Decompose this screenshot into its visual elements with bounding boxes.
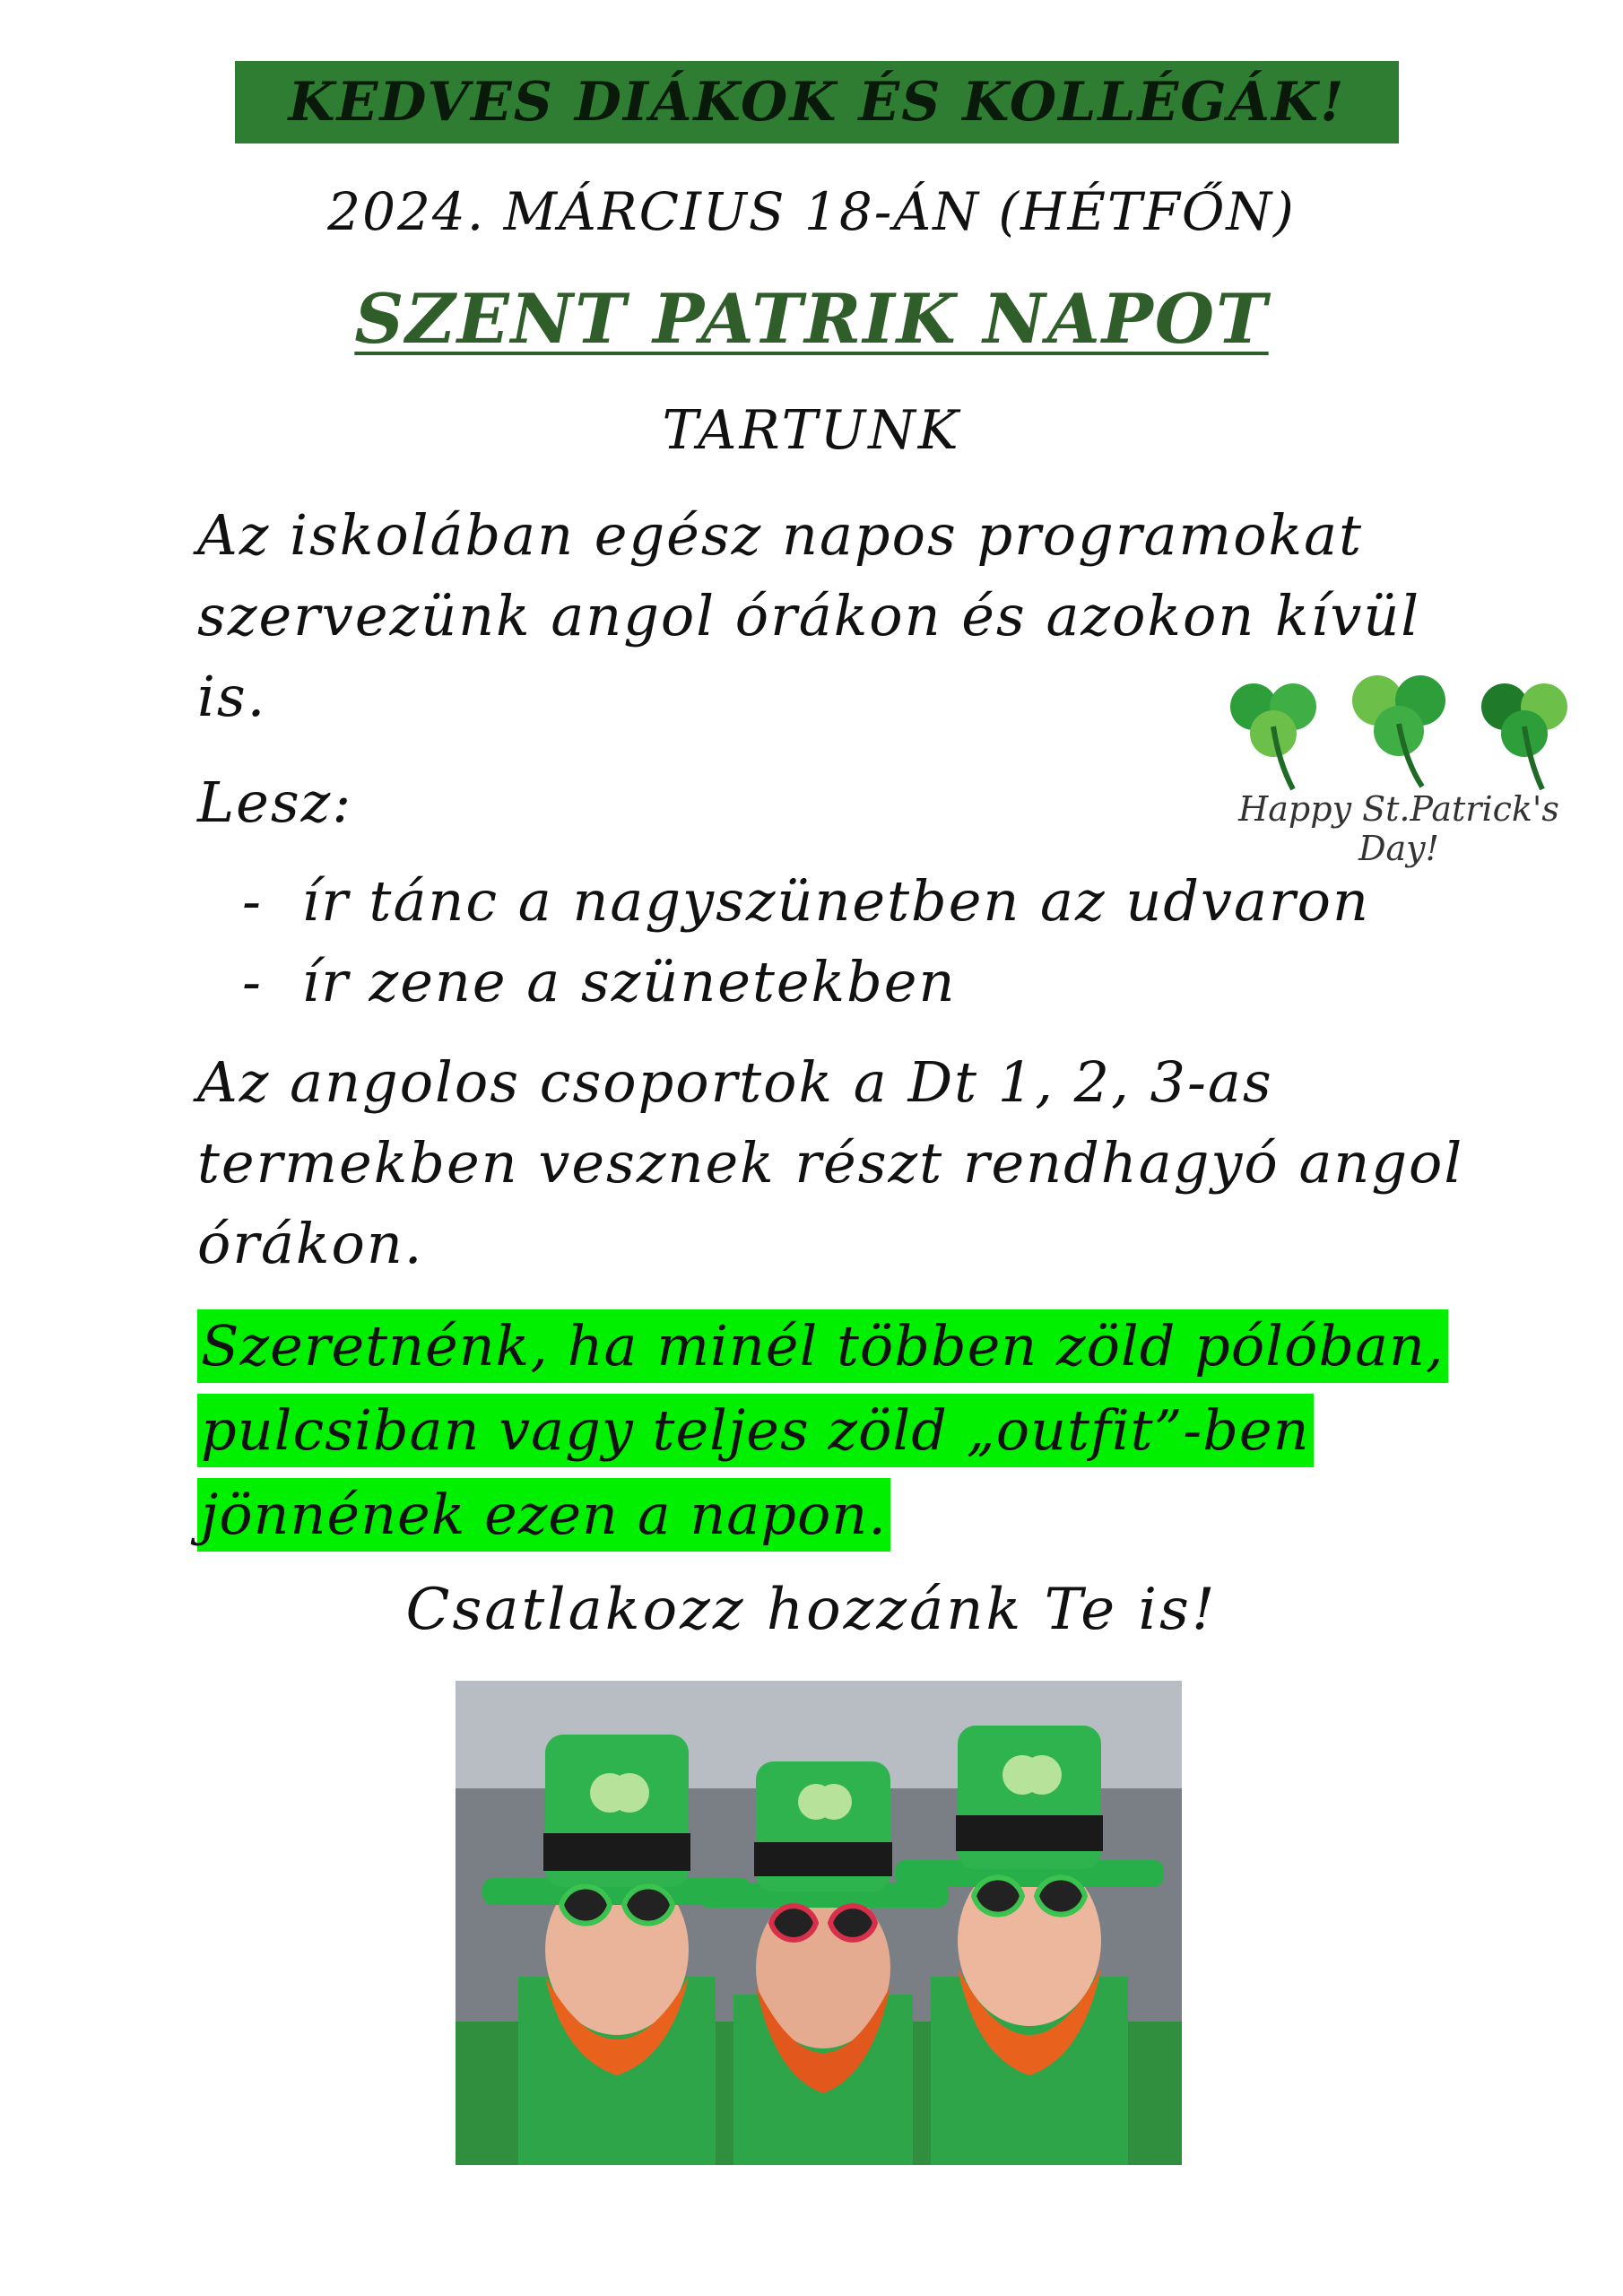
groups-line: órákon. xyxy=(197,1211,424,1276)
highlight-line: Szeretnénk, ha minél többen zöld pólóban, xyxy=(197,1309,1448,1383)
groups-paragraph xyxy=(197,1042,1488,1284)
intro-line: is. xyxy=(197,664,267,729)
greeting-banner: KEDVES DIÁKOK ÉS KOLLÉGÁK! xyxy=(235,61,1399,144)
list-item: - ír zene a szünetekben xyxy=(242,942,1370,1022)
call-to-action: Csatlakozz hozzánk Te is! xyxy=(405,1577,1218,1643)
clover-caption: Happy St.Patrick's Day! xyxy=(1238,789,1559,868)
highlight-line: pulcsiban vagy teljes zöld „outfit”-ben xyxy=(197,1394,1314,1467)
list-item: - ír tánc a nagyszünetben az udvaron xyxy=(242,861,1370,942)
highlight-line: jönnének ezen a napon. xyxy=(197,1478,890,1552)
groups-line: termekben vesznek részt rendhagyó angol xyxy=(197,1130,1464,1196)
program-list xyxy=(242,861,1370,1022)
event-title: SZENT PATRIK NAPOT xyxy=(354,279,1269,359)
st-patricks-decoration xyxy=(1211,655,1587,868)
intro-line: szervezünk angol órákon és azokon kívül xyxy=(197,583,1421,648)
event-date: 2024. MÁRCIUS 18-ÁN (HÉTFŐN) xyxy=(327,181,1296,242)
groups-line: Az angolos csoportok a Dt 1, 2, 3-as xyxy=(197,1049,1273,1115)
event-subtitle: TARTUNK xyxy=(662,399,961,462)
lesz-label: Lesz: xyxy=(197,770,353,835)
leprechaun-photo xyxy=(456,1681,1182,2165)
leprechaun-costumes-image xyxy=(456,1681,1182,2165)
green-outfit-request xyxy=(197,1306,1448,1559)
intro-line: Az iskolában egész napos programokat xyxy=(197,502,1363,568)
shamrocks-icon xyxy=(1211,655,1587,798)
